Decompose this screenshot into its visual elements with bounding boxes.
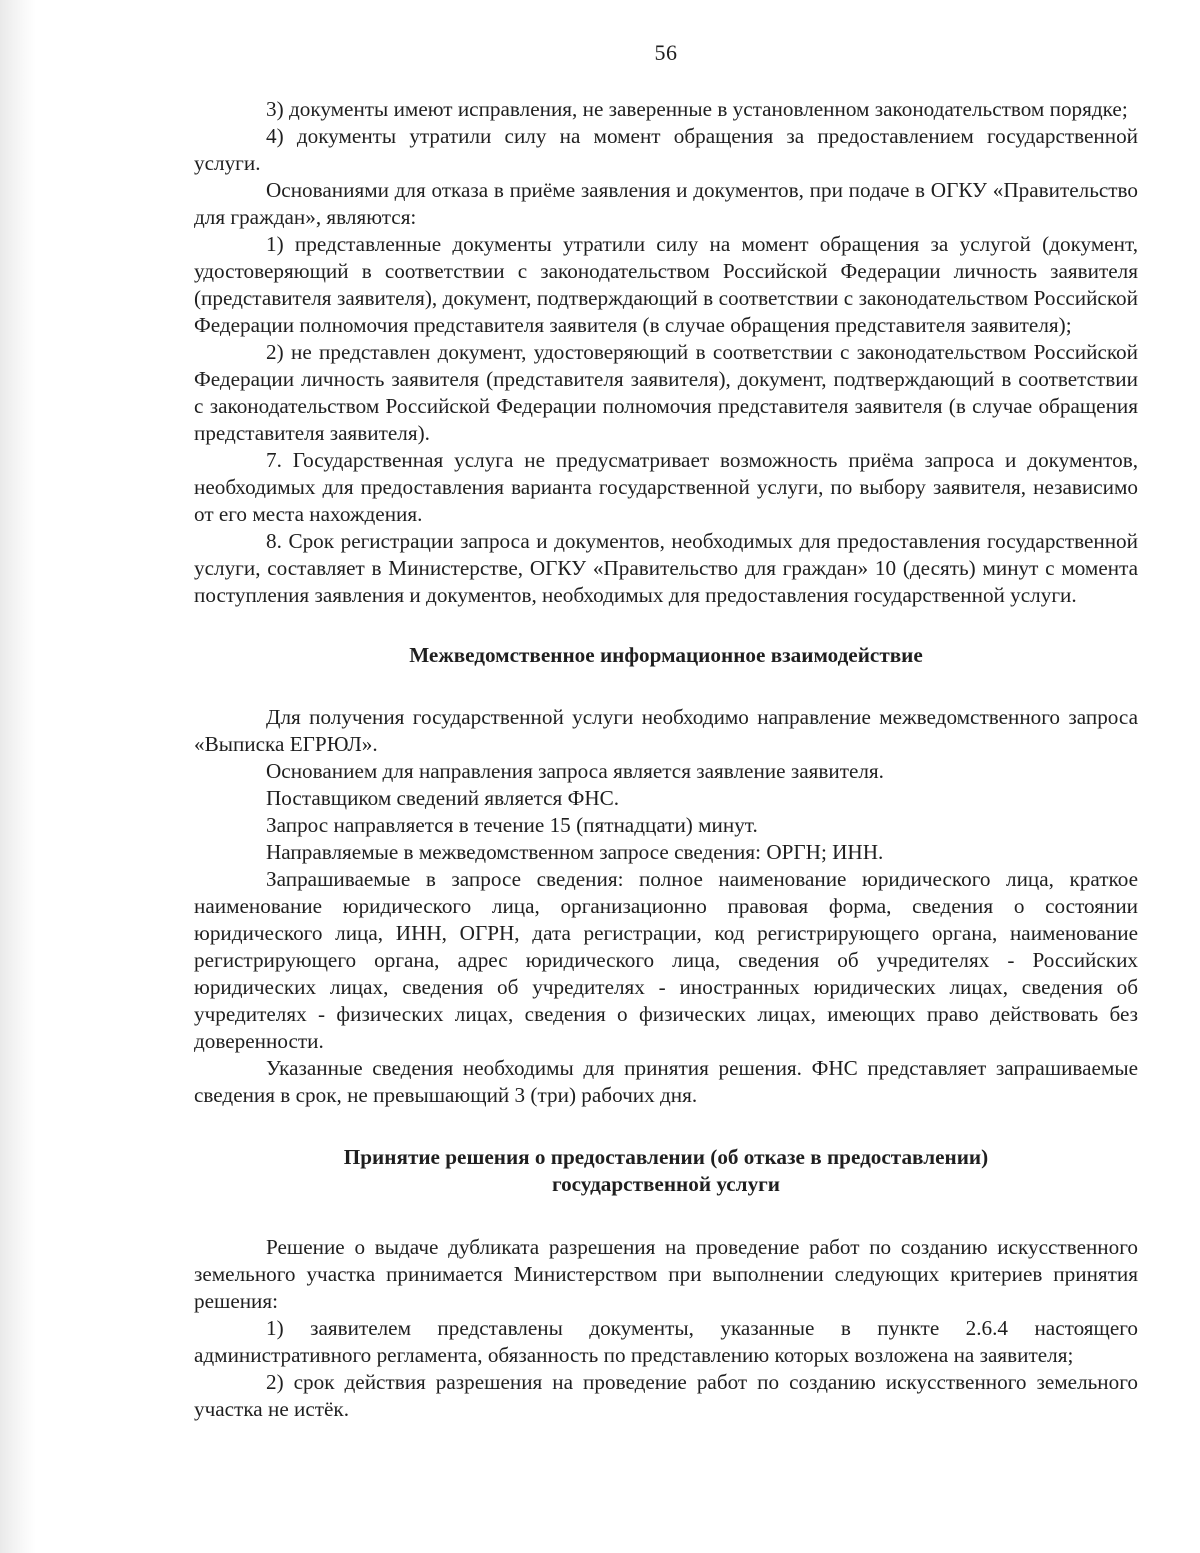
scan-edge-shadow [0,0,36,1553]
section-heading-decision-line1: Принятие решения о предоставлении (об отказе в предоставлении) [343,1145,989,1169]
document-page [194,40,1138,1423]
section-heading-decision-line2: государственной услуги [552,1172,780,1196]
paragraph-refusal-1: 1) представленные документы утратили силу на момент обращения за услугой (документ, удостоверяющий в соответствии с законодательством Российской Федерации личность заявителя (представителя заявителя), документ, подтверждающий в соответствии с законодательством Российской Федерации полномочия представителя заявителя (в случае обращения представителя заявителя); [194,232,1138,337]
paragraph-criterion-2: 2) срок действия разрешения на проведение работ по созданию искусственного земельного участка не истёк. [194,1370,1138,1421]
top-paragraphs [194,96,1138,609]
paragraph-data-purpose: Указанные сведения необходимы для принятия решения. ФНС представляет запрашиваемые сведения в срок, не превышающий 3 (три) рабочих дня. [194,1056,1138,1107]
section-decision-body [194,1234,1138,1423]
paragraph-requested-data: Запрашиваемые в запросе сведения: полное наименование юридического лица, краткое наименование юридического лица, организационно правовая форма, сведения о состоянии юридического лица, ИНН, ОГРН, дата регистрации, код регистрирующего органа, наименование регистрирующего органа, адрес юридического лица, сведения об учредителях - Российских юридических лицах, сведения об учредителях - иностранных юридических лицах, сведения об учредителях - физических лицах, сведения о физических лицах, имеющих право действовать без доверенности. [194,867,1138,1053]
paragraph-sent-data: Направляемые в межведомственном запросе сведения: ОРГН; ИНН. [266,840,884,864]
paragraph-criterion-1: 1) заявителем представлены документы, указанные в пункте 2.6.4 настоящего административного регламента, обязанность по представлению которых возложена на заявителя; [194,1316,1138,1367]
paragraph-item-4: 4) документы утратили силу на момент обращения за предоставлением государственной услуги. [194,124,1138,175]
paragraph-request: Для получения государственной услуги необходимо направление межведомственного запроса «Выписка ЕГРЮЛ». [194,705,1138,756]
paragraph-refusal-2: 2) не представлен документ, удостоверяющий в соответствии с законодательством Российской Федерации личность заявителя (представителя заявителя), документ, подтверждающий в соответствии с законодательством Российской Федерации полномочия представителя заявителя (в случае обращения представителя заявителя). [194,340,1138,445]
paragraph-request-basis: Основанием для направления запроса является заявление заявителя. [266,759,884,783]
paragraph-request-time: Запрос направляется в течение 15 (пятнадцати) минут. [266,813,758,837]
section-interagency-body [194,704,1138,1109]
section-heading-decision [194,1144,1138,1198]
paragraph-clause-8: 8. Срок регистрации запроса и документов, необходимых для предоставления государственной услуги, составляет в Министерстве, ОГКУ «Правительство для граждан» 10 (десять) минут с момента поступления заявления и документов, необходимых для предоставления государственной услуги. [194,529,1138,607]
paragraph-clause-7: 7. Государственная услуга не предусматривает возможность приёма запроса и документов, необходимых для предоставления варианта государственной услуги, по выбору заявителя, независимо от его места нахождения. [194,448,1138,526]
paragraph-decision: Решение о выдаче дубликата разрешения на проведение работ по созданию искусственного земельного участка принимается Министерством при выполнении следующих критериев принятия решения: [194,1235,1138,1313]
paragraph-item-3: 3) документы имеют исправления, не заверенные в установленном законодательством порядке; [266,97,1128,121]
section-heading-interagency: Межведомственное информационное взаимодействие [409,643,923,667]
page-number: 56 [654,40,678,65]
paragraph-provider: Поставщиком сведений является ФНС. [266,786,620,810]
paragraph-refusal-grounds: Основаниями для отказа в приёме заявления и документов, при подаче в ОГКУ «Правительство для граждан», являются: [194,178,1138,229]
